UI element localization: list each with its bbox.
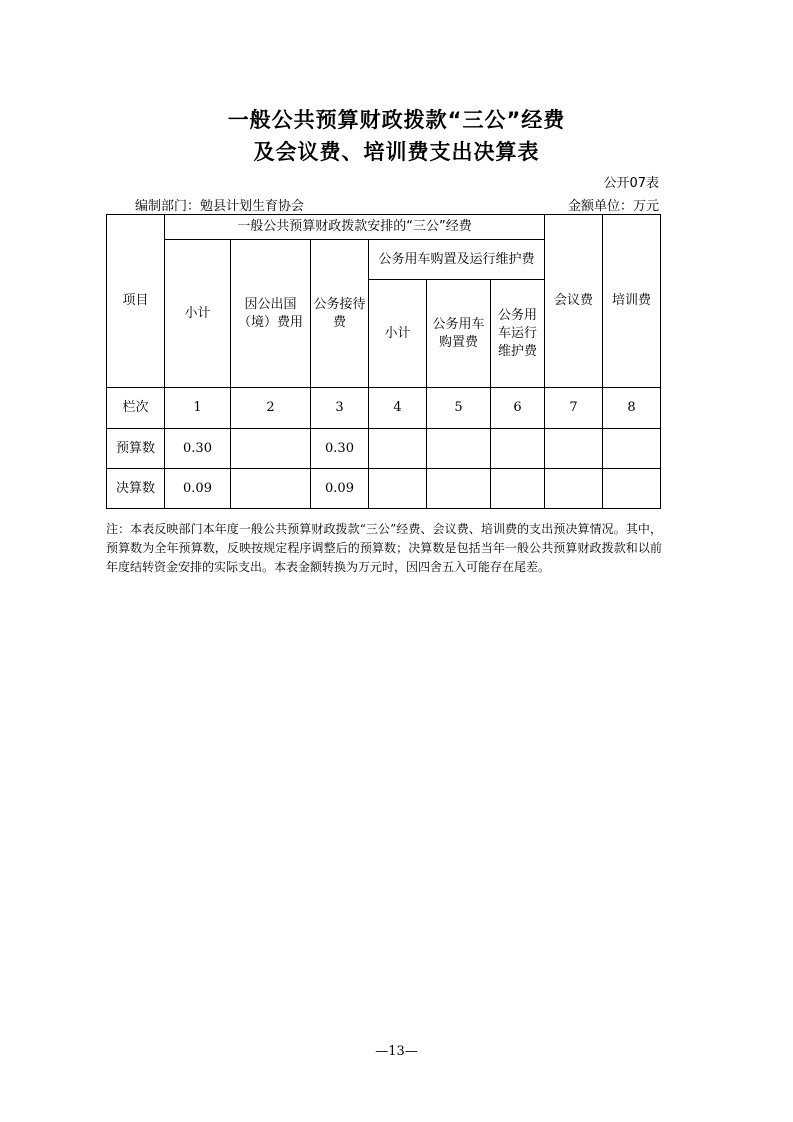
- cell-budget-vehicle-subtotal: [369, 429, 427, 469]
- cell-final-vehicle-purchase: [427, 469, 491, 509]
- cell-budget-subtotal: 0.30: [165, 429, 231, 469]
- unit-label: 金额单位：: [567, 199, 633, 214]
- table-note: 注：本表反映部门本年度一般公共预算财政拨款“三公”经费、会议费、培训费的支出预决算情况。其中，预算数为全年预算数，反映按规定程序调整后的预算数；决算数是包括当年一般公共预算财政拨款和以前年度结转资金安排的实际支出。本表金额转换为万元时，因四舍五入可能存在尾差。: [106, 522, 662, 574]
- cell-budget-vehicle-operation: [491, 429, 545, 469]
- index-col: 5: [427, 388, 491, 429]
- department-value: 勉县计划生育协会: [200, 199, 305, 214]
- unit-info: [568, 195, 659, 214]
- row-label-final: 决算数: [107, 469, 165, 509]
- index-col: 7: [545, 388, 603, 429]
- cell-final-overseas: [231, 469, 311, 509]
- cell-final-meeting: [545, 469, 603, 509]
- header-vehicle-group: 公务用车购置及运行维护费: [369, 240, 545, 280]
- header-vehicle-operation: 公务用车运行维护费: [491, 280, 545, 388]
- row-label-budget: 预算数: [107, 429, 165, 469]
- cell-budget-training: [603, 429, 661, 469]
- index-col: 8: [603, 388, 661, 429]
- form-code: 公开07表: [603, 176, 659, 191]
- index-col: 1: [165, 388, 231, 429]
- cell-final-subtotal: 0.09: [165, 469, 231, 509]
- cell-budget-overseas: [231, 429, 311, 469]
- header-item: 项目: [107, 215, 165, 388]
- header-meeting: 会议费: [545, 215, 603, 388]
- table-title-line2: 及会议费、培训费支出决算表: [253, 140, 540, 164]
- cell-budget-vehicle-purchase: [427, 429, 491, 469]
- table-row-budget: [107, 429, 661, 469]
- header-three-public-group: 一般公共预算财政拨款安排的“三公”经费: [165, 215, 545, 240]
- header-vehicle-subtotal: 小计: [369, 280, 427, 388]
- header-vehicle-purchase: 公务用车购置费: [427, 280, 491, 388]
- table-row-final: [107, 469, 661, 509]
- header-training: 培训费: [603, 215, 661, 388]
- department-info: [135, 195, 304, 214]
- page-number: —13—: [375, 1044, 418, 1059]
- cell-final-vehicle-operation: [491, 469, 545, 509]
- header-subtotal: 小计: [165, 240, 231, 388]
- table-title-line1: 一般公共预算财政拨款“三公”经费: [227, 108, 566, 132]
- index-col: 4: [369, 388, 427, 429]
- header-reception: 公务接待费: [311, 240, 369, 388]
- index-row-label: 栏次: [107, 388, 165, 429]
- cell-final-reception: 0.09: [311, 469, 369, 509]
- index-col: 2: [231, 388, 311, 429]
- cell-final-training: [603, 469, 661, 509]
- cell-budget-meeting: [545, 429, 603, 469]
- index-col: 3: [311, 388, 369, 429]
- cell-final-vehicle-subtotal: [369, 469, 427, 509]
- unit-value: 万元: [632, 199, 659, 214]
- expense-table: [106, 214, 661, 509]
- index-col: 6: [491, 388, 545, 429]
- cell-budget-reception: 0.30: [311, 429, 369, 469]
- header-overseas: 因公出国（境）费用: [231, 240, 311, 388]
- department-label: 编制部门：: [135, 199, 201, 214]
